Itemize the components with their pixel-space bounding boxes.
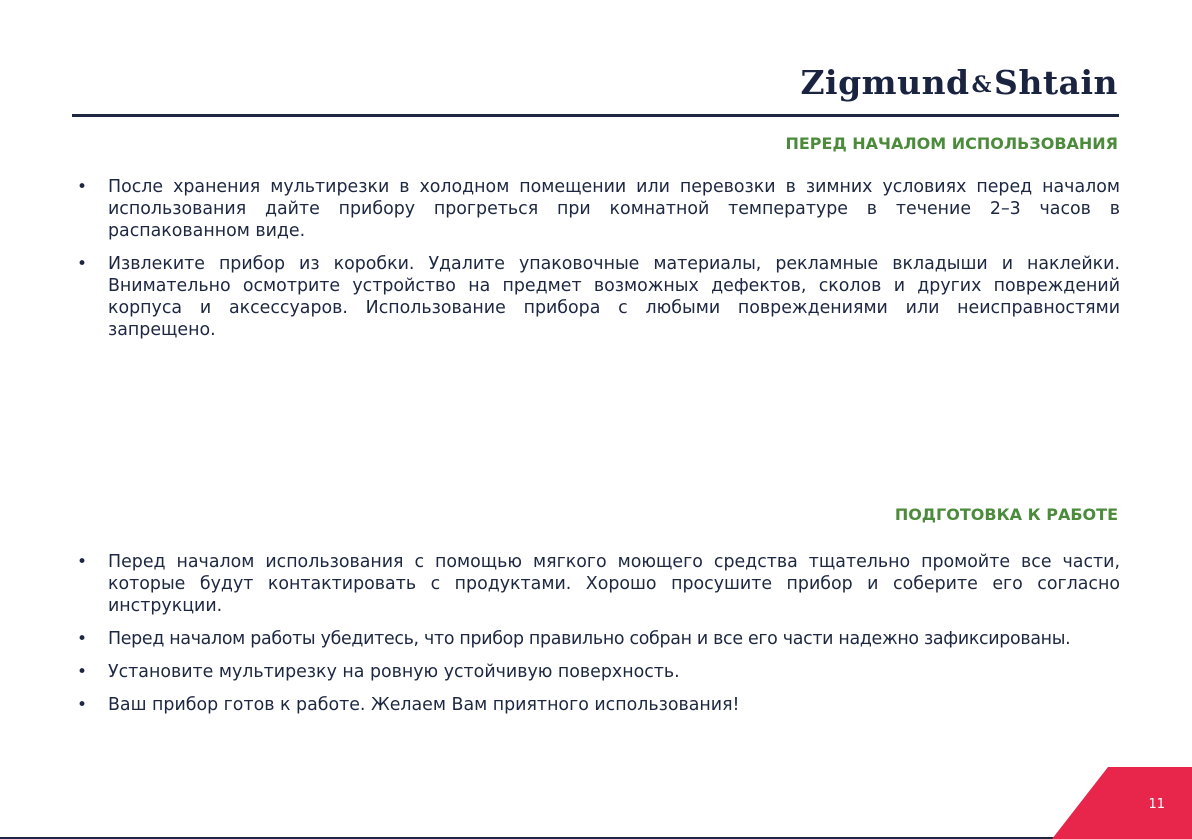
list-item-text: Ваш прибор готов к работе. Желаем Вам приятного использования!: [108, 695, 740, 715]
page-corner-shape: [1052, 767, 1192, 839]
bullet-icon: •: [77, 695, 88, 715]
list-item: [72, 253, 1120, 341]
bullet-icon: •: [77, 254, 88, 274]
bullet-icon: •: [77, 629, 87, 649]
page-corner-tab: [1052, 767, 1192, 839]
list-item-text: Перед началом работы убедитесь, что прибор правильно собран и все его части надежно зафиксированы.: [108, 629, 1071, 649]
list-item: [72, 694, 1120, 716]
brand-logo: [800, 63, 1118, 102]
preparation-list: [72, 551, 1120, 727]
section-title-before-use: ПЕРЕД НАЧАЛОМ ИСПОЛЬЗОВАНИЯ: [785, 134, 1118, 153]
before-use-list: [72, 176, 1120, 352]
brand-logo-part2: Shtain: [994, 63, 1118, 102]
bullet-icon: •: [77, 662, 88, 682]
list-item-text: Перед началом использования с помощью мягкого моющего средства тщательно промойте все части, которые будут контактировать с продуктами. Хорошо просушите прибор и соберите его согласно инструкции.: [108, 552, 1120, 616]
header-divider: [72, 114, 1119, 117]
list-item: [72, 176, 1120, 242]
section-title-preparation: ПОДГОТОВКА К РАБОТЕ: [894, 505, 1118, 524]
bullet-icon: •: [77, 552, 88, 572]
page-number: 11: [1148, 797, 1165, 812]
bullet-icon: •: [77, 177, 88, 197]
list-item: [72, 661, 1120, 683]
list-item-text: Извлеките прибор из коробки. Удалите упаковочные материалы, рекламные вкладыши и наклейки. Внимательно осмотрите устройство на предмет возможных дефектов, сколов и других повреждений корпуса и аксессуаров. Использование прибора с любыми повреждениями или неисправностями запрещено.: [108, 254, 1120, 340]
brand-logo-part1: Zigmund: [800, 63, 970, 102]
list-item: [72, 628, 1120, 650]
list-item: [72, 551, 1120, 617]
brand-logo-ampersand: &: [971, 72, 993, 98]
list-item-text: После хранения мультирезки в холодном помещении или перевозки в зимних условиях перед началом использования дайте прибору прогреться при комнатной температуре в течение 2–3 часов в распакованном виде.: [108, 177, 1120, 241]
list-item-text: Установите мультирезку на ровную устойчивую поверхность.: [108, 662, 680, 682]
